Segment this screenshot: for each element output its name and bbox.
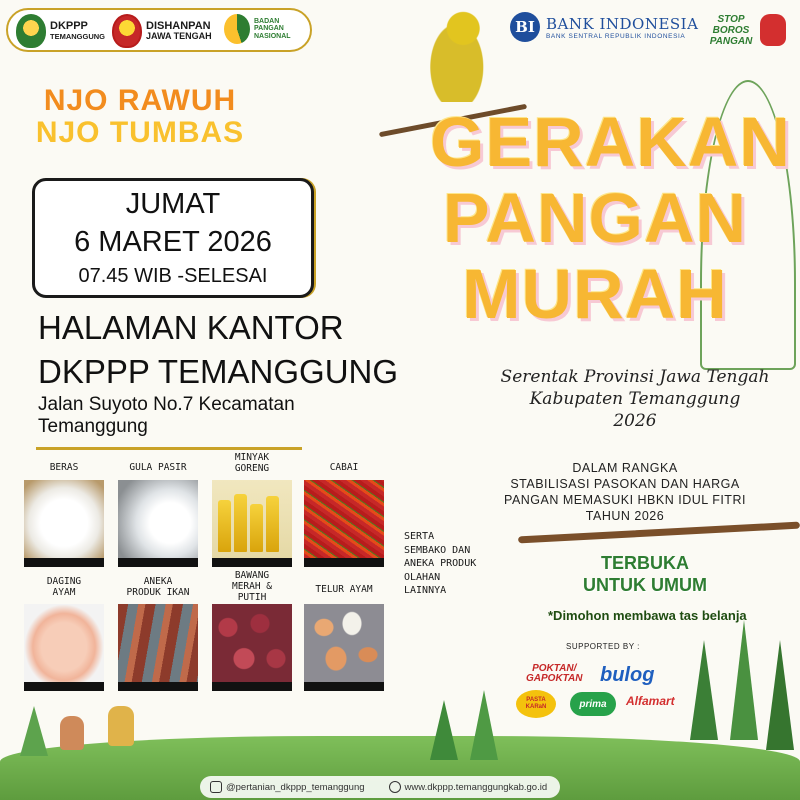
product-image-minyak-goreng: [212, 480, 292, 558]
stop-hand-icon: [760, 14, 786, 46]
event-schedule-box: [32, 178, 314, 298]
bapanas-logo-line1: BADAN: [254, 17, 280, 25]
bapanas-logo: [224, 14, 291, 44]
other-goods-note: SERTA SEMBAKO DAN ANEKA PRODUK OLAHAN LAINNYA: [404, 531, 477, 596]
main-title: [430, 103, 791, 333]
product-label-bar: [304, 682, 384, 691]
temanggung-seal-icon: [16, 14, 46, 48]
dishanpan-logo: [112, 14, 212, 48]
prima-logo: prima: [570, 692, 616, 716]
main-title-line2: PANGAN: [442, 179, 748, 257]
venue-line1: HALAMAN KANTOR: [38, 309, 344, 346]
dkppp-logo: [16, 14, 105, 48]
bank-indonesia-logo: [510, 12, 698, 42]
instagram-icon: [210, 781, 222, 793]
product-label-gula-pasir: GULA PASIR: [129, 462, 187, 473]
partner-logo-bar: [6, 8, 312, 52]
product-image-bawang: [212, 604, 292, 682]
subtitle-line1: Serentak Provinsi Jawa Tengah: [500, 367, 770, 387]
bank-indonesia-subtitle: BANK SENTRAL REPUBLIK INDONESIA: [546, 32, 686, 40]
venue-address: Jalan Suyoto No.7 Kecamatan Temanggung: [38, 394, 295, 437]
bank-indonesia-name: BANK INDONESIA: [546, 14, 699, 33]
bapanas-logo-line2: PANGAN: [254, 25, 284, 33]
main-title-line3: MURAH: [462, 255, 728, 333]
product-label-bar: [212, 682, 292, 691]
product-image-beras: [24, 480, 104, 558]
poktan-logo-line1: POKTAN/: [532, 663, 577, 674]
supported-by-label: SUPPORTED BY :: [566, 642, 640, 651]
pine-tree-illustration: [430, 700, 458, 760]
product-label-minyak-goreng: MINYAK GORENG: [234, 452, 270, 474]
product-label-bar: [24, 558, 104, 567]
footer-contact-bar: [200, 776, 560, 798]
dkppp-logo-line1: DKPPP: [50, 20, 88, 33]
slogan-line1: NJO RAWUH: [43, 84, 237, 117]
open-public-line2: UNTUK UMUM: [583, 575, 707, 595]
wooden-branch-ornament: [518, 522, 800, 544]
stop-logo-line2: BOROS: [712, 25, 750, 36]
purpose-line2: STABILISASI PASOKAN DAN HARGA: [510, 477, 740, 491]
product-image-daging-ayam: [24, 604, 104, 682]
dkppp-logo-line2: TEMANGGUNG: [50, 31, 105, 41]
event-time: 07.45 WIB -SELESAI: [78, 265, 268, 287]
product-label-bar: [212, 558, 292, 567]
pasta-karan-logo: PASTA KARaN: [516, 690, 556, 718]
stop-boros-pangan-logo: [708, 12, 788, 50]
product-label-cabai: CABAI: [329, 462, 359, 473]
purpose-line1: DALAM RANGKA: [572, 461, 678, 475]
product-image-cabai: [304, 480, 384, 558]
open-to-public-label: [560, 552, 730, 596]
product-label-bar: [118, 682, 198, 691]
venue-line2: DKPPP TEMANGGUNG: [38, 353, 399, 390]
dishanpan-logo-line2: JAWA TENGAH: [146, 31, 212, 42]
pine-tree-illustration: [730, 620, 758, 740]
product-image-telur-ayam: [304, 604, 384, 682]
event-purpose: [500, 460, 750, 524]
event-venue: [38, 306, 398, 394]
event-day: JUMAT: [125, 188, 221, 220]
bapanas-logo-line3: NASIONAL: [254, 32, 291, 40]
painter-figure-illustration: [108, 706, 134, 746]
subtitle-line3: 2026: [613, 411, 657, 431]
product-label-bawang: BAWANG MERAH & PUTIH: [231, 570, 273, 603]
product-label-bar: [118, 558, 198, 567]
product-image-gula-pasir: [118, 480, 198, 558]
alfamart-logo: Alfamart: [626, 694, 675, 708]
product-label-aneka-produk-ikan: ANEKA PRODUK IKAN: [126, 576, 190, 598]
stop-logo-line3: PANGAN: [709, 36, 753, 47]
jawa-tengah-seal-icon: [112, 14, 142, 48]
product-label-beras: BERAS: [49, 462, 79, 473]
tree-illustration: [20, 706, 48, 756]
bapanas-mark-icon: [224, 14, 250, 44]
pine-tree-illustration: [690, 640, 718, 740]
pine-tree-illustration: [470, 690, 498, 760]
stop-logo-line1: STOP: [717, 14, 745, 25]
dishanpan-logo-line1: DISHANPAN: [146, 19, 211, 32]
bank-indonesia-mark-icon: BI: [510, 12, 540, 42]
purpose-line4: TAHUN 2026: [585, 509, 665, 523]
product-label-daging-ayam: DAGING AYAM: [46, 576, 82, 598]
divider: [36, 447, 302, 450]
purpose-line3: PANGAN MEMASUKI HBKN IDUL FITRI: [504, 493, 746, 507]
open-public-line1: TERBUKA: [601, 553, 689, 573]
pine-tree-illustration: [766, 640, 794, 750]
globe-icon: [389, 781, 401, 793]
subtitle-line2: Kabupaten Temanggung: [529, 389, 741, 409]
product-image-aneka-produk-ikan: [118, 604, 198, 682]
painter-figure-illustration: [60, 716, 84, 750]
event-date: 6 MARET 2026: [74, 226, 272, 258]
bulog-logo: bulog: [600, 664, 655, 686]
product-label-bar: [24, 682, 104, 691]
product-label-telur-ayam: TELUR AYAM: [315, 584, 373, 595]
poktan-logo-line2: GAPOKTAN: [526, 673, 583, 684]
main-title-line1: GERAKAN: [430, 103, 791, 181]
poktan-logo: [526, 664, 582, 684]
event-subtitle: [470, 366, 800, 432]
instagram-handle[interactable]: @pertanian_dkppp_temanggung: [226, 781, 365, 793]
slogan-line2: NJO TUMBAS: [35, 116, 245, 149]
bring-bag-note: *Dimohon membawa tas belanja: [548, 608, 747, 623]
yellow-bird-illustration: [428, 10, 492, 102]
product-label-bar: [304, 558, 384, 567]
website-link[interactable]: www.dkppp.temanggungkab.go.id: [404, 781, 548, 793]
